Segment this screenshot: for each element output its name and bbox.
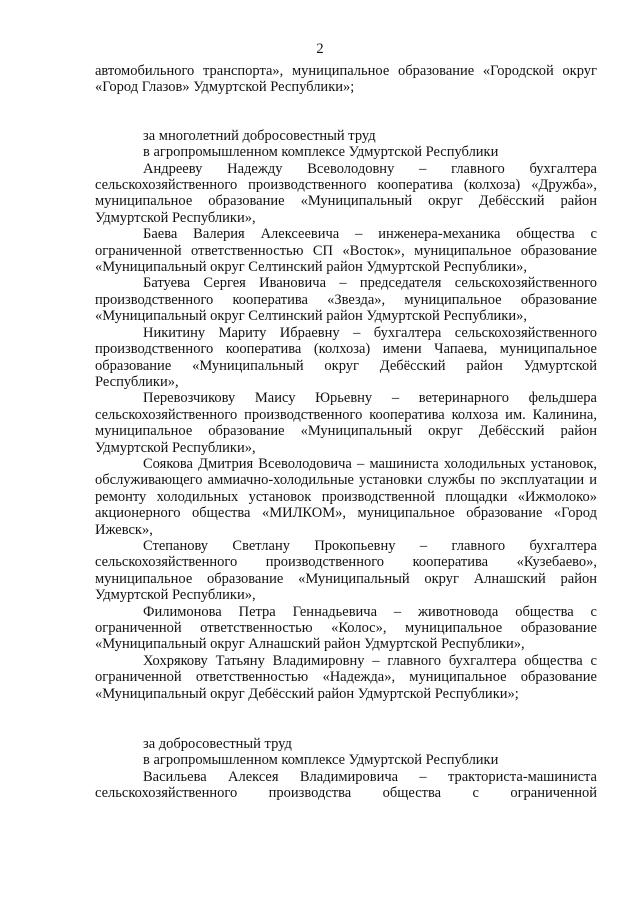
award-entry: Перевозчикову Маису Юрьевну – ветеринарного фельдшера сельскохозяйственного производственного кооператива колхоза им. Калинина, муниципальное образование «Муниципальный округ Дебёсский район Удмуртской Республики», [95,390,597,456]
award-entry: Соякова Дмитрия Всеволодовича – машиниста холодильных установок, обслуживающего аммиачно-холодильные установки службы по эксплуатации и ремонту холодильных установок производственной площадки «Ижмолоко» акционерного общества «МИЛКОМ», муниципальное образование «Город Ижевск», [95,455,597,538]
section-heading-line: за многолетний добросовестный труд [143,127,376,144]
document-body [95,63,597,802]
award-entry: Васильева Алексея Владимировича – тракториста-машиниста сельскохозяйственного производства общества с ограниченной [95,768,597,802]
intro-paragraph: автомобильного транспорта», муниципальное образование «Городской округ «Город Глазов» Удмуртской Республики»; [95,63,597,96]
award-entry: Андрееву Надежду Всеволодовну – главного бухгалтера сельскохозяйственного производственного кооператива (колхоза) «Дружба», муниципальное образование «Муниципальный округ Дебёсский район Удмуртской Республики», [95,160,597,226]
section-heading-2 [95,736,597,769]
award-entry: Батуева Сергея Ивановича – председателя сельскохозяйственного производственного кооператива «Звезда», муниципальное образование «Муниципальный округ Селтинский район Удмуртской Республики», [95,275,597,325]
section-heading-1 [95,128,597,161]
award-entry: Никитину Мариту Ибраевну – бухгалтера сельскохозяйственного производственного кооператива (колхоза) имени Чапаева, муниципальное образование «Муниципальный округ Дебёсский район Удмуртской Республики», [95,324,597,390]
award-entry: Филимонова Петра Геннадьевича – животновода общества с ограниченной ответственностью «Колос», муниципальное образование «Муниципальный округ Алнашский район Удмуртской Республики», [95,603,597,653]
award-entry: Баева Валерия Алексеевича – инженера-механика общества с ограниченной ответственностью СП «Восток», муниципальное образование «Муниципальный округ Селтинский район Удмуртской Республики», [95,226,597,276]
section-heading-line: в агропромышленном комплексе Удмуртской Республики [143,144,499,161]
section-heading-line: в агропромышленном комплексе Удмуртской Республики [143,752,499,769]
section-heading-line: за добросовестный труд [143,736,292,753]
award-entry: Степанову Светлану Прокопьевну – главного бухгалтера сельскохозяйственного производственного кооператива «Кузебаево», муниципальное образование «Муниципальный округ Алнашский район Удмуртской Республики», [95,537,597,604]
award-entry: Хохрякову Татьяну Владимировну – главного бухгалтера общества с ограниченной ответственностью «Надежда», муниципальное образование «Муниципальный округ Дебёсский район Удмуртской Республики»; [95,652,597,702]
page-number: 2 [316,41,324,57]
